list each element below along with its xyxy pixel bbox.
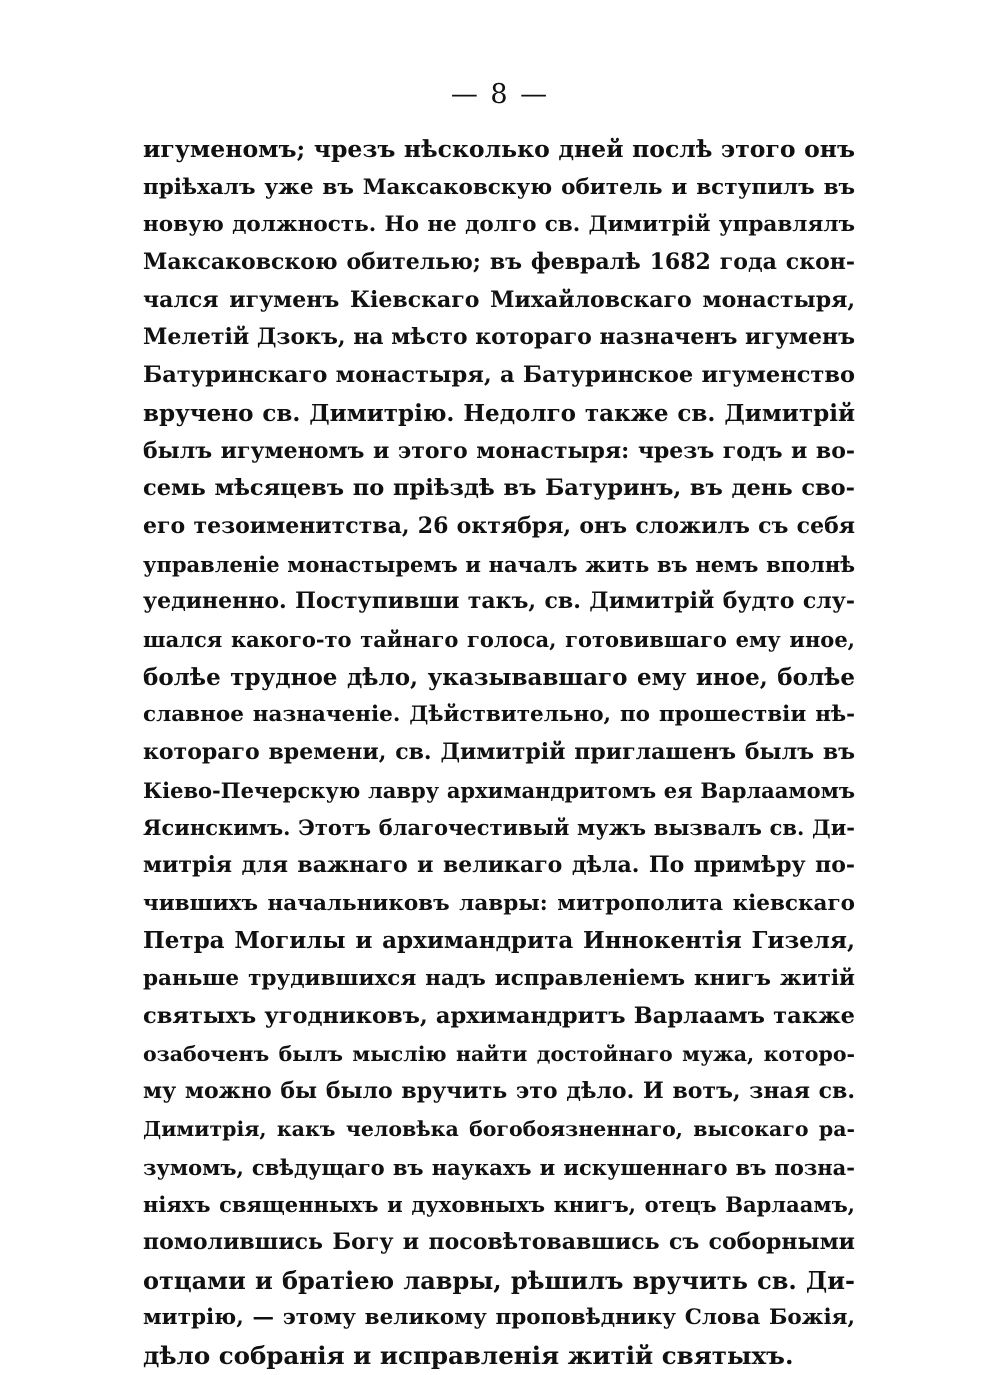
text-line: озабоченъ былъ мыслію найти достойнаго мужа, которо- [143, 1041, 855, 1066]
text-line: святыхъ угодниковъ, архимандритъ Варлаамъ также [143, 1002, 855, 1029]
text-line: ніяхъ священныхъ и духовныхъ книгъ, отецъ Варлаамъ, [143, 1192, 855, 1218]
text-line: новую должность. Но не долго св. Димитрій управлялъ [143, 212, 855, 238]
text-line: зумомъ, свѣдущаго въ наукахъ и искушеннаго въ позна- [143, 1154, 855, 1180]
text-line: раньше трудившихся надъ исправленіемъ книгъ житій [143, 966, 855, 992]
text-line: уединенно. Поступивши такъ, св. Димитрій будто слу- [143, 588, 855, 615]
text-line: Максаковскою обителью; въ февралѣ 1682 года скон- [143, 249, 855, 276]
text-line: чившихъ начальниковъ лавры: митрополита кіевскаго [143, 890, 855, 916]
text-line: Петра Могилы и архимандрита Иннокентія Гизеля, [143, 927, 855, 955]
text-line: шался какого-то тайнаго голоса, готовившаго ему иное, [143, 626, 855, 652]
text-line: болѣе трудное дѣло, указывавшаго ему иное, болѣе [143, 663, 855, 691]
text-line: митрія для важнаго и великаго дѣла. По примѣру по- [143, 852, 855, 879]
text-line: отцами и братіею лавры, рѣшилъ вручить св. Ди- [143, 1265, 855, 1295]
page-number: — 8 — [450, 79, 550, 110]
text-line: митрію, — этому великому проповѣднику Слова Божія, [143, 1305, 855, 1331]
text-line: Батуринскаго монастыря, а Батуринское игуменство [143, 362, 855, 389]
text-line: Димитрія, какъ человѣка богобоязненнаго, высокаго ра- [143, 1116, 855, 1141]
text-line: чался игуменъ Кіевскаго Михайловскаго монастыря, [143, 286, 855, 313]
text-line: Ясинскимъ. Этотъ благочестивый мужъ вызвалъ св. Ди- [143, 815, 855, 841]
text-line: игуменомъ; чрезъ нѣсколько дней послѣ этого онъ [143, 135, 855, 163]
page-body [143, 131, 855, 1375]
text-line: управленіе монастыремъ и началъ жить въ немъ вполнѣ [143, 551, 855, 577]
text-line: былъ игуменомъ и этого монастыря: чрезъ годъ и во- [143, 437, 855, 464]
text-line: Мелетій Дзокъ, на мѣсто котораго назначенъ игуменъ [143, 324, 855, 351]
text-line: помолившись Богу и посовѣтовавшись съ соборными [143, 1228, 855, 1255]
text-line: му можно бы было вручить это дѣло. И вотъ, зная св. [143, 1078, 855, 1105]
text-line: вручено св. Димитрію. Недолго также св. Димитрій [143, 399, 855, 427]
text-line: котораго времени, св. Димитрій приглашенъ былъ въ [143, 739, 855, 765]
text-line: дѣло собранія и исправленія житій святыхъ. [143, 1341, 794, 1370]
text-line: славное назначеніе. Дѣйствительно, по прошествіи нѣ- [143, 702, 855, 728]
text-line: семь мѣсяцевъ по пріѣздѣ въ Батуринъ, въ день сво- [143, 475, 855, 502]
text-line: пріѣхалъ уже въ Максаковскую обитель и вступилъ въ [143, 174, 855, 200]
text-line: Кіево-Печерскую лавру архимандритомъ ея Варлаамомъ [143, 777, 855, 803]
text-line: его тезоименитства, 26 октября, онъ сложилъ съ себя [143, 512, 855, 539]
